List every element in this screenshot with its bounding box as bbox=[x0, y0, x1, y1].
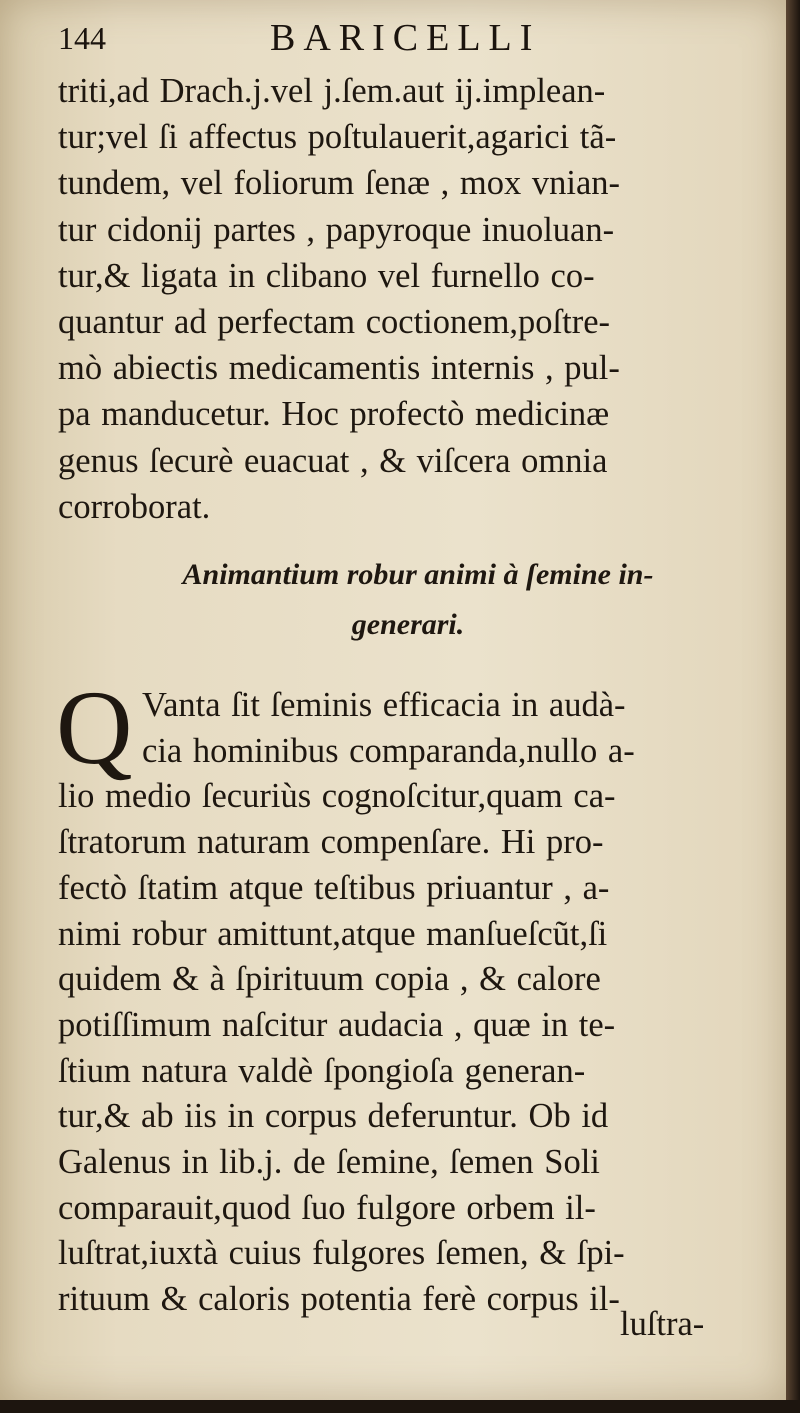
text-line: ſtium natura valdè ſpongioſa generan- bbox=[58, 1051, 586, 1090]
text-line: pa manducetur. Hoc profectò medicinæ bbox=[58, 395, 610, 434]
text-line: cia hominibus comparanda,nullo a- bbox=[142, 731, 635, 770]
bottom-edge bbox=[0, 1400, 800, 1413]
text-line: tur,& ab iis in corpus deferuntur. Ob id bbox=[58, 1097, 609, 1136]
text-line: ſtratorum naturam compenſare. Hi pro- bbox=[58, 823, 604, 862]
text-line: genus ſecurè euacuat , & viſcera omnia bbox=[58, 441, 608, 480]
text-line: lio medio ſecuriùs cognoſcitur,quam ca- bbox=[58, 777, 616, 816]
paragraph-2 bbox=[58, 683, 748, 1323]
page-header bbox=[0, 16, 786, 64]
heading-line-2: generari. bbox=[351, 608, 465, 641]
binding-edge bbox=[786, 0, 800, 1413]
text-line: Galenus in lib.j. de ſemine, ſemen Soli bbox=[58, 1143, 600, 1182]
section-heading bbox=[0, 550, 786, 650]
text-line: nimi robur amittunt,atque manſueſcũt,ſi bbox=[58, 914, 608, 953]
text-line: comparauit,quod ſuo fulgore orbem il- bbox=[58, 1188, 596, 1227]
text-line: fectò ſtatim atque teſtibus priuantur , a- bbox=[58, 868, 610, 907]
catchword: luſtra- bbox=[620, 1305, 705, 1343]
text-line: quidem & à ſpirituum copia , & calore bbox=[58, 960, 601, 999]
text-line: potiſſimum naſcitur audacia , quæ in te- bbox=[58, 1005, 616, 1044]
paragraph-1 bbox=[58, 68, 748, 530]
text-line: luſtrat,iuxtà cuius fulgores ſemen, & ſpi- bbox=[58, 1234, 625, 1273]
text-line: tur;vel ſi affectus poſtulauerit,agarici tã- bbox=[58, 118, 617, 157]
text-line: triti,ad Drach.j.vel j.ſem.aut ij.implean- bbox=[58, 72, 606, 110]
running-head: BARICELLI bbox=[270, 17, 541, 59]
page-number: 144 bbox=[58, 20, 106, 56]
text-line: Vanta ſit ſeminis efficacia in audà- bbox=[142, 686, 626, 724]
text-line: tur cidonij partes , papyroque inuoluan- bbox=[58, 210, 615, 249]
text-line: mò abiectis medicamentis internis , pul- bbox=[58, 349, 620, 388]
drop-cap: Q bbox=[56, 669, 133, 786]
text-line: tundem, vel foliorum ſenæ , mox vnian- bbox=[58, 164, 620, 203]
text-line: tur,& ligata in clibano vel furnello co- bbox=[58, 256, 595, 295]
text-line: quantur ad perfectam coctionem,poſtre- bbox=[58, 303, 611, 342]
heading-line-1: Animantium robur animi à ſemine in- bbox=[182, 558, 654, 591]
text-line: corroborat. bbox=[58, 487, 211, 526]
text-line: rituum & caloris potentia ferè corpus il- bbox=[58, 1280, 620, 1319]
